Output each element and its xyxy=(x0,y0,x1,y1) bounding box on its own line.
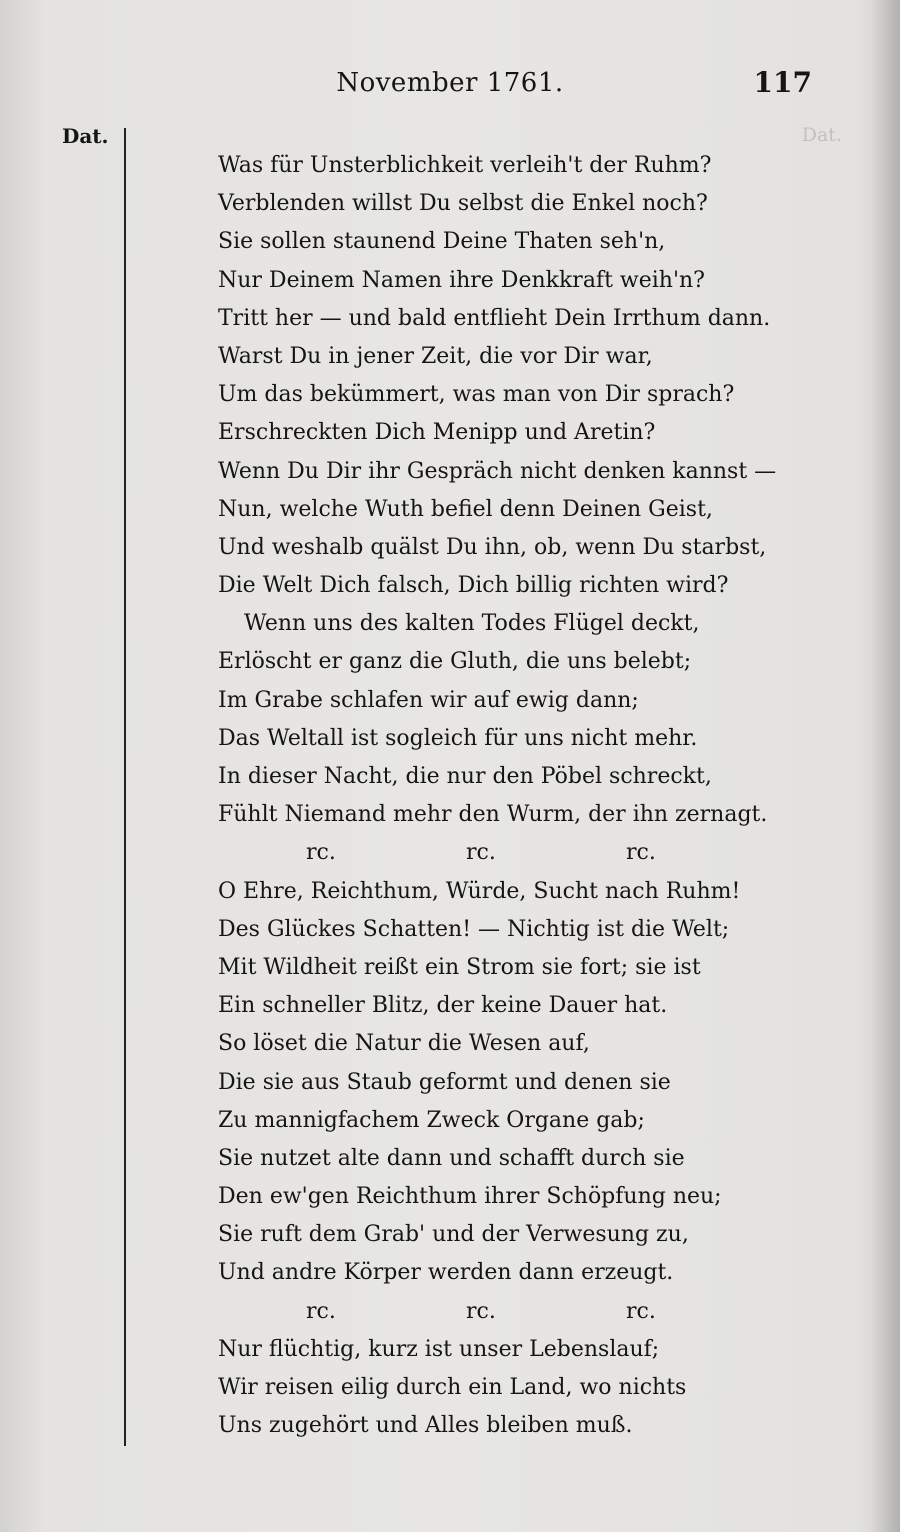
poem-body xyxy=(218,147,838,1445)
poem-line: Das Weltall ist sogleich für uns nicht mehr. xyxy=(218,725,698,751)
etc-mark: rc. xyxy=(626,840,656,866)
margin-rule xyxy=(124,128,126,1446)
poem-line: Des Glückes Schatten! — Nichtig ist die Welt; xyxy=(218,916,730,942)
running-header-title: November 1761. xyxy=(336,68,564,98)
poem-line: Und weshalb quälst Du ihn, ob, wenn Du starbst, xyxy=(218,534,767,560)
etc-mark: rc. xyxy=(626,1298,656,1324)
etc-mark: rc. xyxy=(306,1298,336,1324)
poem-line: Die sie aus Staub geformt und denen sie xyxy=(218,1069,671,1095)
etc-separator xyxy=(218,1293,838,1331)
poem-line: Fühlt Niemand mehr den Wurm, der ihn zernagt. xyxy=(218,802,768,828)
bleed-through-text: Dat. xyxy=(801,124,842,146)
page-edge-shadow xyxy=(870,0,900,1532)
poem-line: Sie nutzet alte dann und schafft durch sie xyxy=(218,1145,685,1171)
poem-line: In dieser Nacht, die nur den Pöbel schreckt, xyxy=(218,764,712,789)
poem-line: Ein schneller Blitz, der keine Dauer hat. xyxy=(218,993,668,1019)
poem-line: Tritt her — und bald entflieht Dein Irrthum dann. xyxy=(218,305,771,331)
poem-line: Sie ruft dem Grab' und der Verwesung zu, xyxy=(218,1222,689,1248)
poem-line: Wenn Du Dir ihr Gespräch nicht denken kannst — xyxy=(218,458,777,484)
poem-line: Uns zugehört und Alles bleiben muß. xyxy=(218,1413,633,1439)
poem-line: Mit Wildheit reißt ein Strom sie fort; sie ist xyxy=(218,954,701,980)
page-number: 117 xyxy=(753,66,812,99)
poem-line: Erschreckten Dich Menipp und Aretin? xyxy=(218,420,656,446)
margin-label: Dat. xyxy=(62,124,109,148)
etc-separator xyxy=(218,834,838,872)
poem-line: Was für Unsterblichkeit verleih't der Ruhm? xyxy=(218,153,712,178)
poem-line: Und andre Körper werden dann erzeugt. xyxy=(218,1260,674,1286)
poem-line: Wir reisen eilig durch ein Land, wo nichts xyxy=(218,1375,687,1400)
poem-line: Nur Deinem Namen ihre Denkkraft weih'n? xyxy=(218,267,705,293)
poem-line: Zu mannigfachem Zweck Organe gab; xyxy=(218,1107,645,1133)
poem-line: Nur flüchtig, kurz ist unser Lebenslauf; xyxy=(218,1336,660,1362)
poem-line: Sie sollen staunend Deine Thaten seh'n, xyxy=(218,229,666,255)
poem-line: Wenn uns des kalten Todes Flügel deckt, xyxy=(244,611,700,637)
poem-line: Im Grabe schlafen wir auf ewig dann; xyxy=(218,687,639,713)
poem-line: Erlöscht er ganz die Gluth, die uns belebt; xyxy=(218,649,692,675)
etc-mark: rc. xyxy=(306,840,336,866)
poem-line: Nun, welche Wuth befiel denn Deinen Geist, xyxy=(218,496,713,522)
etc-mark: rc. xyxy=(466,840,496,866)
poem-line: O Ehre, Reichthum, Würde, Sucht nach Ruhm! xyxy=(218,878,741,904)
etc-mark: rc. xyxy=(466,1298,496,1324)
poem-line: Warst Du in jener Zeit, die vor Dir war, xyxy=(218,343,653,369)
poem-line: Den ew'gen Reichthum ihrer Schöpfung neu; xyxy=(218,1184,722,1210)
poem-line: Um das bekümmert, was man von Dir sprach? xyxy=(218,382,735,408)
poem-line: So löset die Natur die Wesen auf, xyxy=(218,1031,590,1057)
poem-line: Verblenden willst Du selbst die Enkel noch? xyxy=(218,191,708,217)
poem-line: Die Welt Dich falsch, Dich billig richten wird? xyxy=(218,573,729,599)
